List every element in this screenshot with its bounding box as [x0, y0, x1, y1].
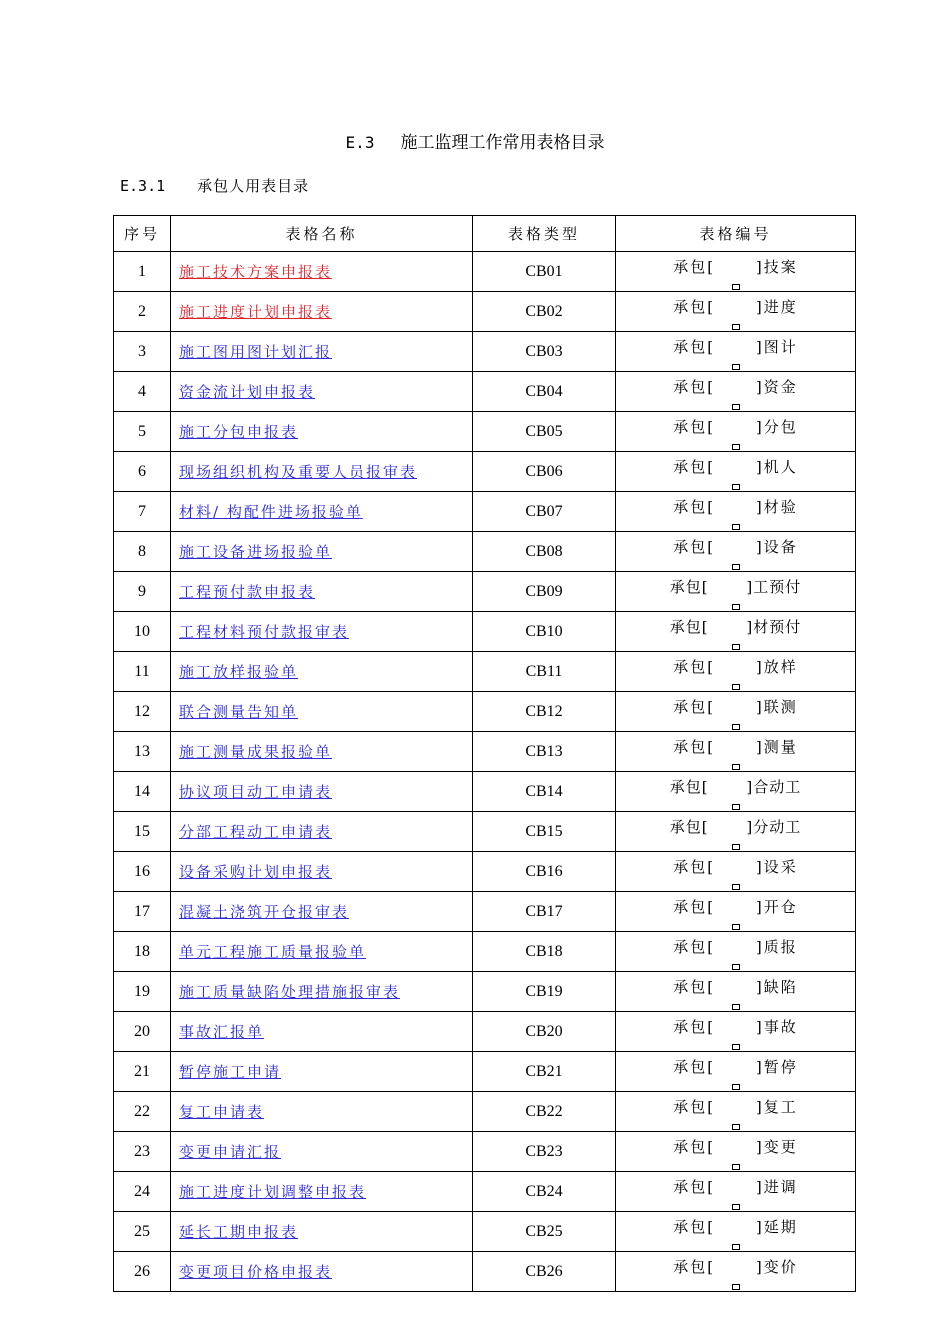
row-code: 承包[ ]技案 — [673, 258, 798, 276]
row-type: CB21 — [473, 1052, 616, 1092]
row-name-cell — [171, 892, 473, 932]
row-type: CB01 — [473, 252, 616, 292]
row-name-cell — [171, 1092, 473, 1132]
form-link[interactable]: 设备采购计划申报表 — [179, 863, 333, 881]
row-code: 承包[ ]暂停 — [673, 1058, 798, 1076]
header-type: 表格类型 — [473, 216, 616, 252]
form-link[interactable]: 施工分包申报表 — [179, 423, 299, 441]
table-row — [114, 252, 856, 292]
table-row — [114, 892, 856, 932]
title-number: E.3 — [345, 133, 375, 152]
table-row — [114, 1212, 856, 1252]
row-code: 承包[ ]材验 — [673, 498, 798, 516]
form-link[interactable]: 施工进度计划申报表 — [179, 303, 333, 321]
row-code-cell — [616, 1212, 856, 1252]
row-type: CB20 — [473, 1012, 616, 1052]
header-index: 序号 — [114, 216, 171, 252]
row-code-cell — [616, 852, 856, 892]
row-code-cell — [616, 372, 856, 412]
row-index: 5 — [114, 412, 171, 452]
form-link[interactable]: 施工测量成果报验单 — [179, 743, 333, 761]
row-name-cell — [171, 1172, 473, 1212]
table-row — [114, 812, 856, 852]
row-index: 14 — [114, 772, 171, 812]
checkbox-mark — [732, 524, 740, 530]
row-code-cell — [616, 892, 856, 932]
checkbox-mark — [732, 884, 740, 890]
table-row — [114, 612, 856, 652]
row-code-cell — [616, 572, 856, 612]
row-index: 24 — [114, 1172, 171, 1212]
row-code-cell — [616, 732, 856, 772]
row-type: CB06 — [473, 452, 616, 492]
row-index: 23 — [114, 1132, 171, 1172]
checkbox-mark — [732, 444, 740, 450]
row-code-cell — [616, 292, 856, 332]
form-link[interactable]: 施工进度计划调整申报表 — [179, 1183, 367, 1201]
row-name-cell — [171, 492, 473, 532]
checkbox-mark — [732, 604, 740, 610]
subtitle-text: 承包人用表目录 — [197, 177, 310, 195]
row-code-cell — [616, 1012, 856, 1052]
form-link[interactable]: 混凝土浇筑开仓报审表 — [179, 903, 350, 921]
table-row — [114, 412, 856, 452]
row-code: 承包[ ]质报 — [673, 938, 798, 956]
row-index: 11 — [114, 652, 171, 692]
row-code: 承包[ ]工预付 — [669, 578, 802, 596]
form-link[interactable]: 变更申请汇报 — [179, 1143, 282, 1161]
row-name-cell — [171, 692, 473, 732]
checkbox-mark — [732, 1204, 740, 1210]
table-row — [114, 332, 856, 372]
form-link[interactable]: 单元工程施工质量报验单 — [179, 943, 367, 961]
row-code: 承包[ ]事故 — [673, 1018, 798, 1036]
form-link[interactable]: 协议项目动工申请表 — [179, 783, 333, 801]
row-name-cell — [171, 812, 473, 852]
row-index: 21 — [114, 1052, 171, 1092]
row-code: 承包[ ]变价 — [673, 1258, 798, 1276]
form-link[interactable]: 施工设备进场报验单 — [179, 543, 333, 561]
row-type: CB05 — [473, 412, 616, 452]
row-name-cell — [171, 972, 473, 1012]
table-row — [114, 532, 856, 572]
row-index: 16 — [114, 852, 171, 892]
form-link[interactable]: 事故汇报单 — [179, 1023, 265, 1041]
row-name-cell — [171, 412, 473, 452]
row-code: 承包[ ]开仓 — [673, 898, 798, 916]
form-link[interactable]: 分部工程动工申请表 — [179, 823, 333, 841]
row-code: 承包[ ]图计 — [673, 338, 798, 356]
row-code: 承包[ ]机人 — [673, 458, 798, 476]
table-row — [114, 852, 856, 892]
row-code-cell — [616, 932, 856, 972]
row-code-cell — [616, 692, 856, 732]
row-type: CB13 — [473, 732, 616, 772]
table-row — [114, 1132, 856, 1172]
form-link[interactable]: 暂停施工申请 — [179, 1063, 282, 1081]
row-code-cell — [616, 332, 856, 372]
row-code-cell — [616, 452, 856, 492]
checkbox-mark — [732, 964, 740, 970]
checkbox-mark — [732, 724, 740, 730]
checkbox-mark — [732, 924, 740, 930]
checkbox-mark — [732, 364, 740, 370]
checkbox-mark — [732, 564, 740, 570]
checkbox-mark — [732, 284, 740, 290]
row-name-cell — [171, 1132, 473, 1172]
checkbox-mark — [732, 804, 740, 810]
row-name-cell — [171, 452, 473, 492]
row-type: CB23 — [473, 1132, 616, 1172]
row-index: 13 — [114, 732, 171, 772]
table-row — [114, 372, 856, 412]
form-link[interactable]: 施工放样报验单 — [179, 663, 299, 681]
row-type: CB17 — [473, 892, 616, 932]
row-name-cell — [171, 1252, 473, 1292]
table-row — [114, 1092, 856, 1132]
form-link[interactable]: 材料/ 构配件进场报验单 — [179, 503, 363, 521]
row-name-cell — [171, 652, 473, 692]
row-type: CB25 — [473, 1212, 616, 1252]
row-code: 承包[ ]合动工 — [669, 778, 802, 796]
row-index: 17 — [114, 892, 171, 932]
checkbox-mark — [732, 764, 740, 770]
row-code: 承包[ ]资金 — [673, 378, 798, 396]
row-code: 承包[ ]设备 — [673, 538, 798, 556]
row-index: 26 — [114, 1252, 171, 1292]
row-code-cell — [616, 412, 856, 452]
row-type: CB19 — [473, 972, 616, 1012]
table-row — [114, 1172, 856, 1212]
row-index: 25 — [114, 1212, 171, 1252]
row-name-cell — [171, 292, 473, 332]
table-row — [114, 1052, 856, 1092]
table-row — [114, 732, 856, 772]
row-code: 承包[ ]材预付 — [669, 618, 802, 636]
checkbox-mark — [732, 844, 740, 850]
row-type: CB09 — [473, 572, 616, 612]
row-code: 承包[ ]缺陷 — [673, 978, 798, 996]
checkbox-mark — [732, 404, 740, 410]
section-subtitle — [120, 175, 309, 196]
row-code-cell — [616, 1132, 856, 1172]
row-name-cell — [171, 572, 473, 612]
row-index: 1 — [114, 252, 171, 292]
row-type: CB12 — [473, 692, 616, 732]
row-code-cell — [616, 252, 856, 292]
table-row — [114, 932, 856, 972]
row-code-cell — [616, 1052, 856, 1092]
checkbox-mark — [732, 1084, 740, 1090]
row-code-cell — [616, 532, 856, 572]
row-code: 承包[ ]延期 — [673, 1218, 798, 1236]
row-code-cell — [616, 1252, 856, 1292]
row-name-cell — [171, 1012, 473, 1052]
row-code-cell — [616, 492, 856, 532]
checkbox-mark — [732, 644, 740, 650]
checkbox-mark — [732, 1004, 740, 1010]
row-code-cell — [616, 1092, 856, 1132]
subtitle-number: E.3.1 — [120, 177, 166, 195]
table-row — [114, 492, 856, 532]
form-link[interactable]: 工程预付款申报表 — [179, 583, 316, 601]
table-row — [114, 772, 856, 812]
row-code: 承包[ ]分动工 — [669, 818, 802, 836]
row-index: 18 — [114, 932, 171, 972]
form-link[interactable]: 施工技术方案申报表 — [179, 263, 333, 281]
row-index: 7 — [114, 492, 171, 532]
checkbox-mark — [732, 1124, 740, 1130]
row-name-cell — [171, 1212, 473, 1252]
row-index: 8 — [114, 532, 171, 572]
header-name: 表格名称 — [171, 216, 473, 252]
row-type: CB04 — [473, 372, 616, 412]
row-code: 承包[ ]分包 — [673, 418, 798, 436]
row-code-cell — [616, 1172, 856, 1212]
form-link[interactable]: 施工图用图计划汇报 — [179, 343, 333, 361]
row-type: CB03 — [473, 332, 616, 372]
checkbox-mark — [732, 1244, 740, 1250]
table-row — [114, 1012, 856, 1052]
row-type: CB14 — [473, 772, 616, 812]
checkbox-mark — [732, 324, 740, 330]
row-code: 承包[ ]测量 — [673, 738, 798, 756]
row-name-cell — [171, 612, 473, 652]
checkbox-mark — [732, 684, 740, 690]
forms-table — [113, 215, 856, 1292]
row-type: CB11 — [473, 652, 616, 692]
table-row — [114, 1252, 856, 1292]
row-code-cell — [616, 812, 856, 852]
checkbox-mark — [732, 1284, 740, 1290]
row-name-cell — [171, 372, 473, 412]
row-index: 12 — [114, 692, 171, 732]
form-link[interactable]: 变更项目价格申报表 — [179, 1263, 333, 1281]
row-index: 20 — [114, 1012, 171, 1052]
table-row — [114, 452, 856, 492]
row-name-cell — [171, 332, 473, 372]
row-index: 6 — [114, 452, 171, 492]
row-name-cell — [171, 252, 473, 292]
form-link[interactable]: 资金流计划申报表 — [179, 383, 316, 401]
table-row — [114, 652, 856, 692]
row-index: 15 — [114, 812, 171, 852]
row-code: 承包[ ]放样 — [673, 658, 798, 676]
row-code: 承包[ ]复工 — [673, 1098, 798, 1116]
title-text: 施工监理工作常用表格目录 — [400, 133, 605, 153]
row-type: CB24 — [473, 1172, 616, 1212]
row-name-cell — [171, 732, 473, 772]
row-type: CB18 — [473, 932, 616, 972]
checkbox-mark — [732, 484, 740, 490]
row-name-cell — [171, 932, 473, 972]
row-index: 2 — [114, 292, 171, 332]
form-link[interactable]: 延长工期申报表 — [179, 1223, 299, 1241]
header-code: 表格编号 — [616, 216, 856, 252]
row-index: 9 — [114, 572, 171, 612]
form-link[interactable]: 复工申请表 — [179, 1103, 265, 1121]
table-row — [114, 972, 856, 1012]
checkbox-mark — [732, 1044, 740, 1050]
row-code-cell — [616, 612, 856, 652]
row-type: CB22 — [473, 1092, 616, 1132]
row-index: 3 — [114, 332, 171, 372]
row-name-cell — [171, 532, 473, 572]
row-code: 承包[ ]设采 — [673, 858, 798, 876]
row-code-cell — [616, 652, 856, 692]
row-code: 承包[ ]变更 — [673, 1138, 798, 1156]
row-type: CB26 — [473, 1252, 616, 1292]
row-index: 10 — [114, 612, 171, 652]
form-link[interactable]: 现场组织机构及重要人员报审表 — [179, 463, 418, 481]
page-title — [0, 128, 950, 153]
row-index: 4 — [114, 372, 171, 412]
row-type: CB07 — [473, 492, 616, 532]
row-type: CB02 — [473, 292, 616, 332]
row-code-cell — [616, 972, 856, 1012]
form-link[interactable]: 施工质量缺陷处理措施报审表 — [179, 983, 401, 1001]
table-row — [114, 692, 856, 732]
row-type: CB08 — [473, 532, 616, 572]
row-code-cell — [616, 772, 856, 812]
row-name-cell — [171, 772, 473, 812]
form-link[interactable]: 联合测量告知单 — [179, 703, 299, 721]
row-name-cell — [171, 852, 473, 892]
table-row — [114, 572, 856, 612]
row-type: CB16 — [473, 852, 616, 892]
row-name-cell — [171, 1052, 473, 1092]
table-header-row — [114, 216, 856, 252]
row-type: CB15 — [473, 812, 616, 852]
checkbox-mark — [732, 1164, 740, 1170]
row-code: 承包[ ]联测 — [673, 698, 798, 716]
row-code: 承包[ ]进度 — [673, 298, 798, 316]
row-index: 19 — [114, 972, 171, 1012]
form-link[interactable]: 工程材料预付款报审表 — [179, 623, 350, 641]
row-code: 承包[ ]进调 — [673, 1178, 798, 1196]
row-type: CB10 — [473, 612, 616, 652]
table-row — [114, 292, 856, 332]
row-index: 22 — [114, 1092, 171, 1132]
